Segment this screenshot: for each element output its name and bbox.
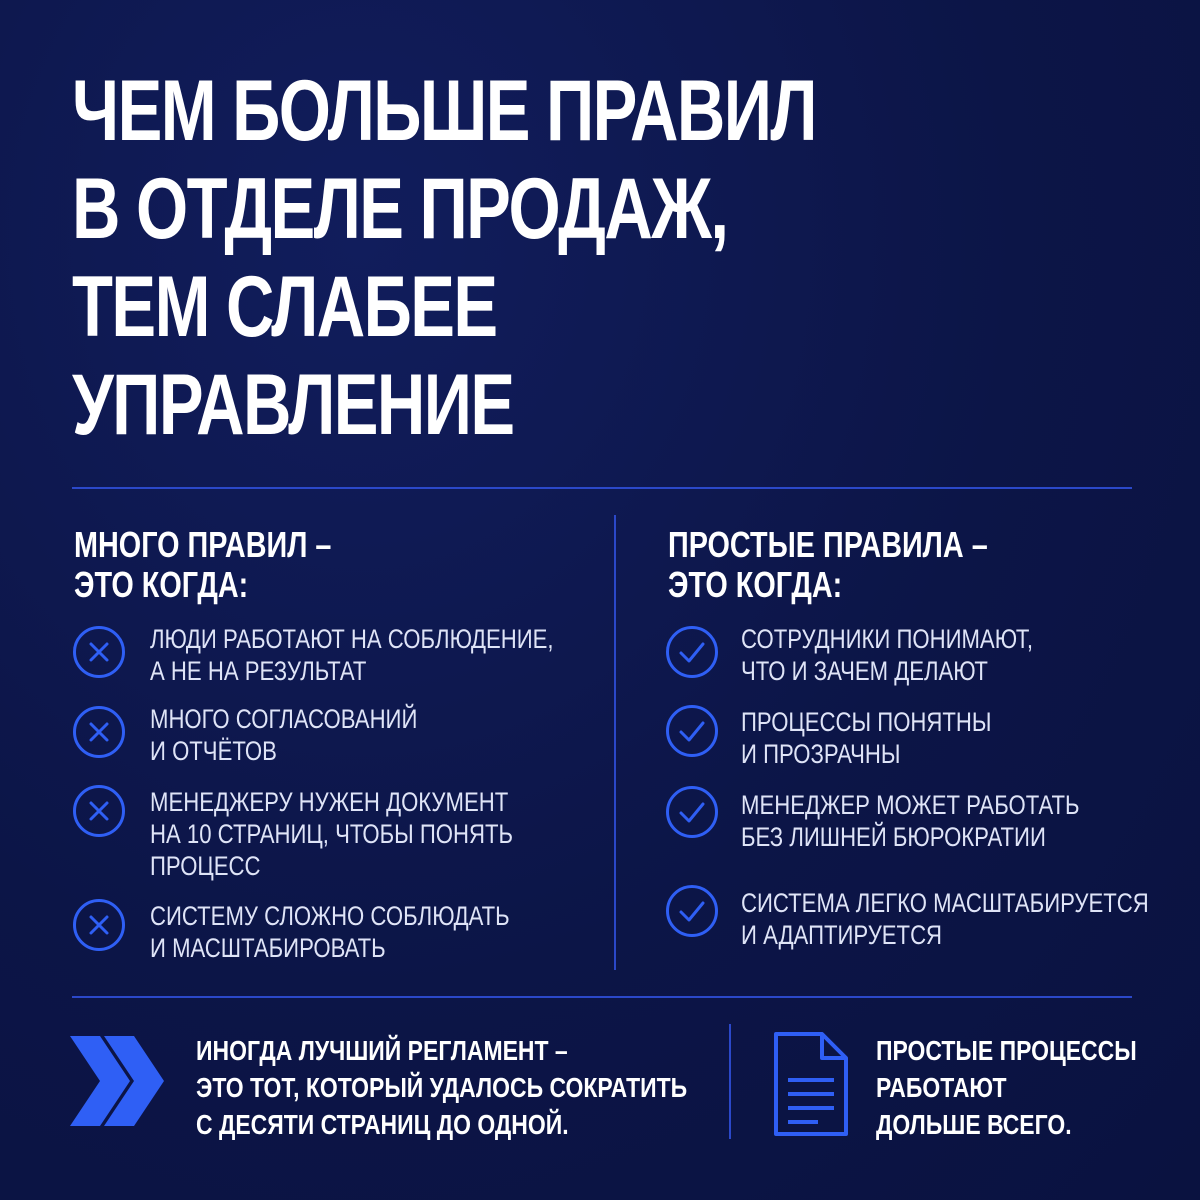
divider-bottom	[72, 996, 1132, 998]
left-item-text: МЕНЕДЖЕРУ НУЖЕН ДОКУМЕНТ НА 10 СТРАНИЦ, ЧТОБЫ ПОНЯТЬ ПРОЦЕСС	[150, 787, 514, 881]
right-item-text: СОТРУДНИКИ ПОНИМАЮТ, ЧТО И ЗАЧЕМ ДЕЛАЮТ	[741, 624, 1034, 686]
left-item-text: СИСТЕМУ СЛОЖНО СОБЛЮДАТЬ И МАСШТАБИРОВАТЬ	[150, 901, 510, 963]
divider-top	[72, 487, 1132, 489]
footer-conclusion: ПРОСТЫЕ ПРОЦЕССЫ РАБОТАЮТ ДОЛЬШЕ ВСЕГО.	[876, 1035, 1137, 1140]
right-column-heading: ПРОСТЫЕ ПРАВИЛА – ЭТО КОГДА:	[668, 524, 988, 605]
left-list-item	[72, 898, 510, 963]
left-item-text: ЛЮДИ РАБОТАЮТ НА СОБЛЮДЕНИЕ, А НЕ НА РЕЗУЛЬТАТ	[150, 624, 554, 686]
left-list-item	[72, 784, 514, 881]
x-circle-icon	[72, 784, 126, 838]
title-line: В ОТДЕЛЕ ПРОДАЖ,	[72, 161, 728, 257]
title-line: УПРАВЛЕНИЕ	[72, 357, 514, 453]
right-list-item	[665, 624, 1034, 686]
right-item-text: СИСТЕМА ЛЕГКО МАСШТАБИРУЕТСЯ И АДАПТИРУЕТСЯ	[741, 888, 1149, 950]
check-circle-icon	[665, 704, 719, 758]
right-list-item	[665, 884, 1149, 950]
document-icon	[770, 1030, 850, 1140]
left-list-item	[72, 704, 418, 766]
footer-quote: ИНОГДА ЛУЧШИЙ РЕГЛАМЕНТ – ЭТО ТОТ, КОТОРЫЙ УДАЛОСЬ СОКРАТИТЬ С ДЕСЯТИ СТРАНИЦ ДО ОДНОЙ.	[196, 1035, 688, 1140]
check-circle-icon	[665, 884, 719, 938]
title-line: ЧЕМ БОЛЬШЕ ПРАВИЛ	[72, 63, 816, 159]
x-circle-icon	[72, 625, 126, 679]
left-item-text: МНОГО СОГЛАСОВАНИЙ И ОТЧЁТОВ	[150, 704, 418, 766]
x-circle-icon	[72, 705, 126, 759]
check-circle-icon	[665, 625, 719, 679]
right-list-item	[665, 704, 992, 769]
right-item-text: МЕНЕДЖЕР МОЖЕТ РАБОТАТЬ БЕЗ ЛИШНЕЙ БЮРОКРАТИИ	[741, 790, 1080, 852]
title-line: ТЕМ СЛАБЕЕ	[72, 259, 497, 355]
right-item-text: ПРОЦЕССЫ ПОНЯТНЫ И ПРОЗРАЧНЫ	[741, 707, 992, 769]
right-list-item	[665, 785, 1080, 852]
check-circle-icon	[665, 785, 719, 839]
x-circle-icon	[72, 898, 126, 952]
divider-footer	[729, 1024, 731, 1139]
main-title	[72, 62, 891, 454]
double-chevron-right-icon	[70, 1036, 166, 1126]
divider-columns	[614, 515, 616, 970]
left-column-heading: МНОГО ПРАВИЛ – ЭТО КОГДА:	[74, 524, 332, 605]
left-list-item	[72, 624, 554, 686]
